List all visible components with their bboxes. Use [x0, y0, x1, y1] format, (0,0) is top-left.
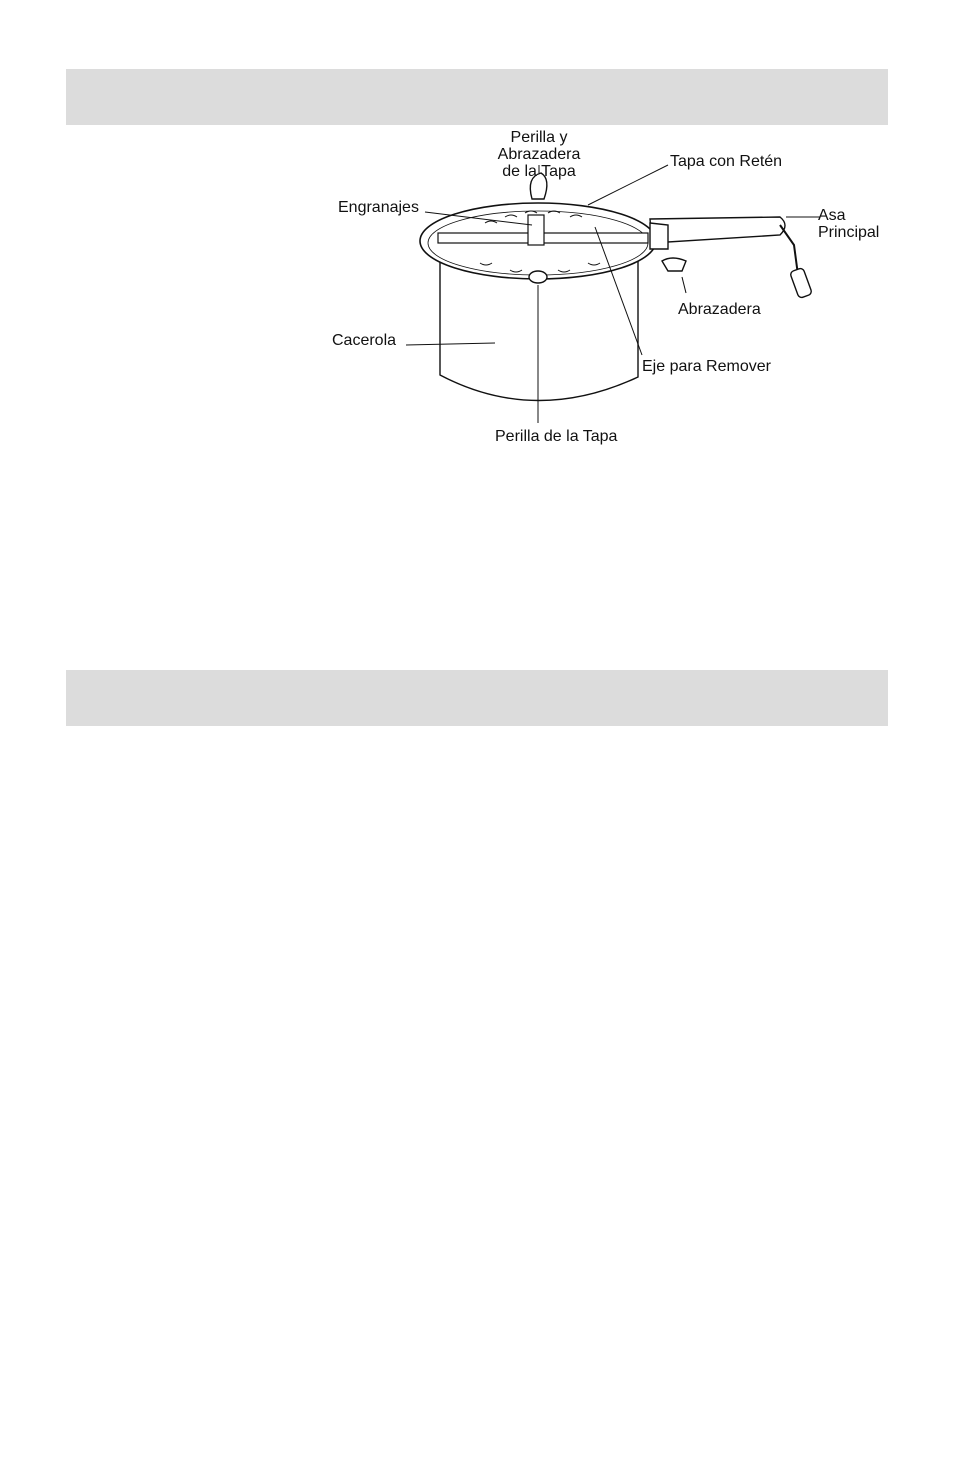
label-clamp: Abrazadera — [678, 301, 761, 318]
label-stir-shaft: Eje para Remover — [642, 358, 771, 375]
label-main-handle: Asa Principal — [818, 207, 880, 241]
label-lid-knob: Perilla de la Tapa — [495, 428, 618, 445]
clamp-tab — [662, 258, 686, 271]
label-lid-knob-clamp: Perilla y Abrazadera de la Tapa — [497, 129, 581, 180]
label-gears: Engranajes — [338, 199, 419, 216]
section-header-band-2 — [66, 670, 888, 726]
leader-lines — [406, 165, 820, 423]
handle — [650, 217, 785, 243]
section-header-band — [66, 69, 888, 125]
popcorn-popper-diagram — [320, 125, 890, 455]
label-pot: Cacerola — [332, 332, 397, 349]
label-lid-with-retainer: Tapa con Retén — [670, 153, 783, 170]
center-knob — [529, 271, 547, 283]
